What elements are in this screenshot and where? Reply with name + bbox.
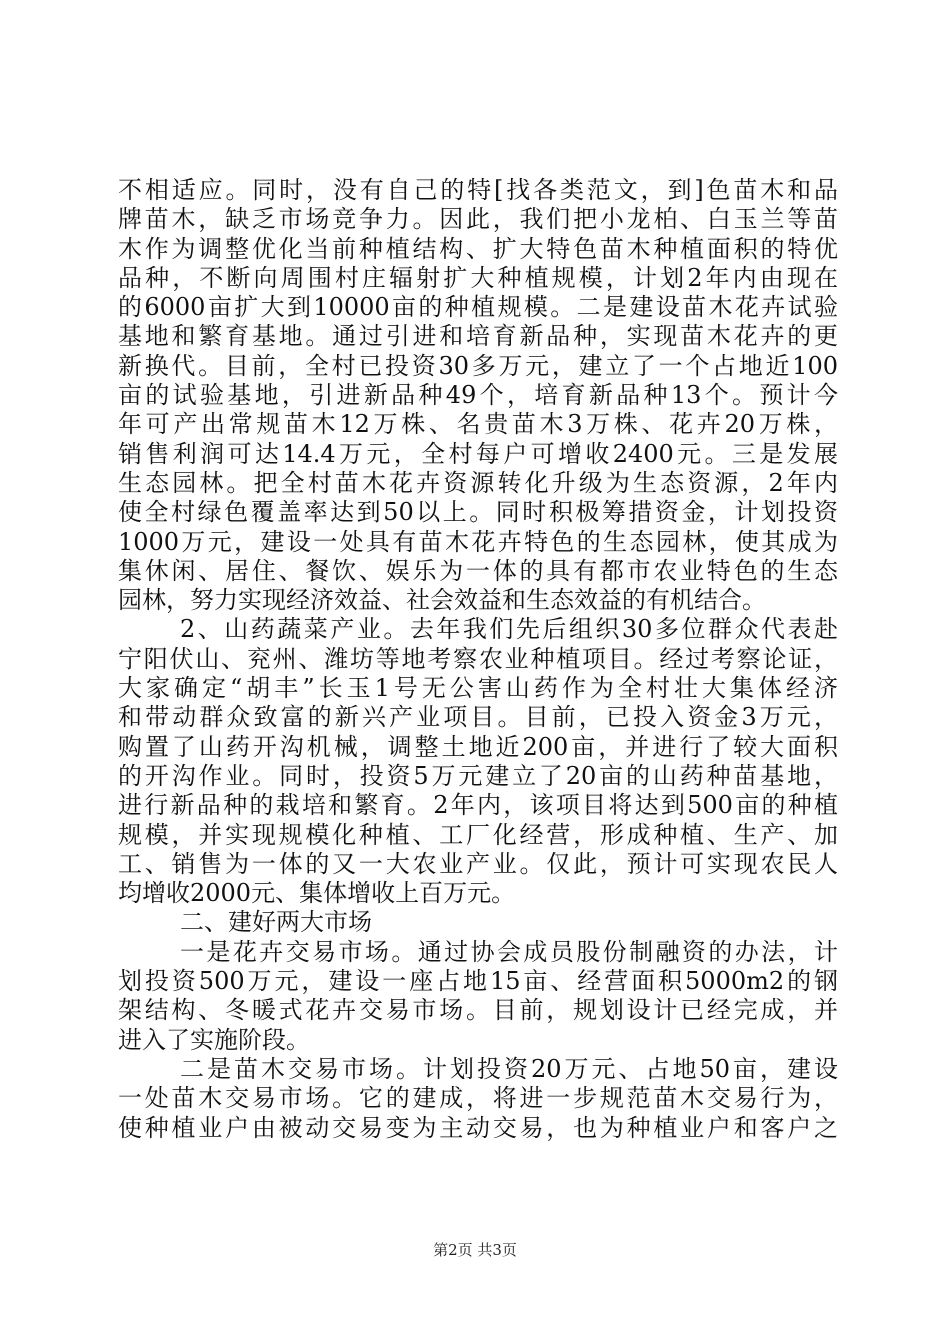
text-line: 亩的试验基地，引进新品种49个，培育新品种13个。预计今 <box>118 381 838 410</box>
text-line: 木作为调整优化当前种植结构、扩大特色苗木种植面积的特优 <box>118 234 838 263</box>
text-line: 品种，不断向周围村庄辐射扩大种植规模，计划2年内由现在 <box>118 263 838 292</box>
text-line: 二是苗木交易市场。计划投资20万元、占地50亩，建设 <box>180 1054 838 1083</box>
text-line: 购置了山药开沟机械，调整土地近200亩，并进行了较大面积 <box>118 732 838 761</box>
text-line: 1000万元，建设一处具有苗木花卉特色的生态园林，使其成为 <box>118 527 838 556</box>
text-line: 新换代。目前，全村已投资30多万元，建立了一个占地近100 <box>118 351 838 380</box>
text-line: 销售利润可达14.4万元，全村每户可增收2400元。三是发展 <box>118 439 838 468</box>
text-line: 进行新品种的栽培和繁育。2年内，该项目将达到500亩的种植 <box>118 791 838 820</box>
text-line: 的开沟作业。同时，投资5万元建立了20亩的山药种苗基地， <box>118 761 838 790</box>
text-line: 架结构、冬暖式花卉交易市场。目前，规划设计已经完成，并 <box>118 996 838 1025</box>
text-line: 不相适应。同时，没有自己的特[找各类范文，到]色苗木和品 <box>118 176 838 204</box>
text-line: 和带动群众致富的新兴产业项目。目前，已投入资金3万元， <box>118 703 838 732</box>
text-line: 规模，并实现规模化种植、工厂化经营，形成种植、生产、加 <box>118 820 838 849</box>
text-line: 使种植业户由被动交易变为主动交易，也为种植业户和客户之 <box>118 1113 838 1142</box>
text-line: 年可产出常规苗木12万株、名贵苗木3万株、花卉20万株， <box>118 410 838 439</box>
section-heading: 二、建好两大市场 <box>180 908 372 937</box>
text-line: 工、销售为一体的又一大农业产业。仅此，预计可实现农民人 <box>118 849 838 878</box>
text-line: 的6000亩扩大到10000亩的种植规模。二是建设苗木花卉试验 <box>118 293 838 322</box>
text-line: 进入了实施阶段。 <box>118 1025 310 1054</box>
text-line: 2、山药蔬菜产业。去年我们先后组织30多位群众代表赴 <box>180 615 838 644</box>
text-line: 牌苗木，缺乏市场竞争力。因此，我们把小龙柏、白玉兰等苗 <box>118 205 838 234</box>
text-line: 一处苗木交易市场。它的建成，将进一步规范苗木交易行为， <box>118 1084 838 1113</box>
document-body <box>118 176 838 1143</box>
text-line: 使全村绿色覆盖率达到50以上。同时积极筹措资金，计划投资 <box>118 498 838 527</box>
text-line: 基地和繁育基地。通过引进和培育新品种，实现苗木花卉的更 <box>118 322 838 351</box>
text-line: 一是花卉交易市场。通过协会成员股份制融资的办法，计 <box>180 937 838 966</box>
text-line: 生态园林。把全村苗木花卉资源转化升级为生态资源，2年内 <box>118 468 838 497</box>
text-line: 划投资500万元，建设一座占地15亩、经营面积5000m2的钢 <box>118 967 838 996</box>
text-line: 园林，努力实现经济效益、社会效益和生态效益的有机结合。 <box>118 586 766 615</box>
text-line: 均增收2000元、集体增收上百万元。 <box>118 879 516 908</box>
text-line: 大家确定“胡丰”长玉1号无公害山药作为全村壮大集体经济 <box>118 674 838 703</box>
text-line: 集休闲、居住、餐饮、娱乐为一体的具有都市农业特色的生态 <box>118 556 838 585</box>
text-line: 宁阳伏山、兖州、潍坊等地考察农业种植项目。经过考察论证， <box>118 644 838 673</box>
page-number-footer: 第2页 共3页 <box>433 1241 517 1259</box>
